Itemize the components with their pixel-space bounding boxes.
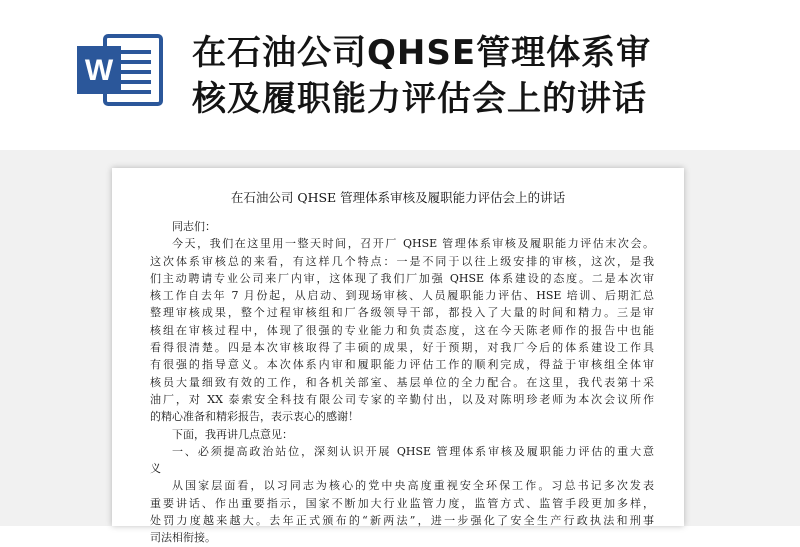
header-banner	[0, 0, 800, 150]
document-title: 在石油公司 QHSE 管理体系审核及履职能力评估会上的讲话	[230, 190, 566, 205]
document-line: 核组在审核过程中，体现了很强的专业能力和负责态度，这在今天陈老师作的报告中也能	[150, 323, 654, 337]
page-title	[192, 30, 792, 122]
document-line: 们主动聘请专业公司来厂内审，这体现了我们厂加强 QHSE 体系建设的态度。二是本次审	[150, 271, 654, 285]
document-line: 重要讲话、作出重要指示，国家不断加大行业监管力度，监管方式、监管手段更加多样，	[150, 496, 654, 510]
document-line: 这次体系审核总的来看，有这样几个特点：一是不同于以往上级安排的审核，这次，是我	[150, 254, 654, 268]
document-line: 今天，我们在这里用一整天时间，召开厂 QHSE 管理体系审核及履职能力评估末次会。	[172, 237, 654, 251]
document-line: 核员大量细致有效的工作，和各机关部室、基层单位的全力配合。在这里，我代表第十采	[150, 375, 654, 389]
word-icon-letter: W	[84, 54, 114, 87]
word-icon	[75, 32, 167, 108]
document-line: 下面，我再讲几点意见：	[172, 427, 293, 441]
document-line: 整理审核成果，整个过程审核组和厂各级领导干部，都投入了大量的时间和精力。三是审	[150, 306, 654, 320]
page-title-line-2: 核及履职能力评估会上的讲话	[192, 79, 647, 119]
document-line: 处罚力度越来越大。去年正式颁布的“新两法”，进一步强化了安全生产行政执法和刑事	[150, 514, 654, 528]
document-body	[150, 218, 654, 547]
document-line: 同志们：	[172, 220, 216, 233]
document-line: 有很强的指导意义。本次体系内审和履职能力评估工作的顺利完成，得益于审核组全体审	[150, 358, 654, 372]
document-line: 义	[150, 462, 161, 476]
document-line: 的精心准备和精彩报告，表示衷心的感谢！	[150, 410, 359, 424]
page-title-line-1: 在石油公司QHSE管理体系审	[192, 33, 652, 73]
document-line: 油厂，对 XX 泰索安全科技有限公司专家的辛勤付出，以及对陈明珍老师为本次会议所作	[150, 392, 654, 406]
document-line: 看得很清楚。四是本次审核取得了丰硕的成果，好于预期，对我厂今后的体系建设工作具	[150, 341, 654, 355]
document-line: 从国家层面看，以习同志为核心的党中央高度重视安全环保工作。习总书记多次发表	[172, 479, 654, 493]
document-line: 一、必须提高政治站位，深刻认识开展 QHSE 管理体系审核及履职能力评估的重大意	[172, 444, 654, 458]
document-page	[112, 168, 684, 545]
document-line: 司法相衔接。	[150, 531, 216, 545]
document-line: 核工作自去年 7 月份起，从启动、到现场审核、人员履职能力评估、HSE 培训、后期汇总	[150, 289, 654, 303]
